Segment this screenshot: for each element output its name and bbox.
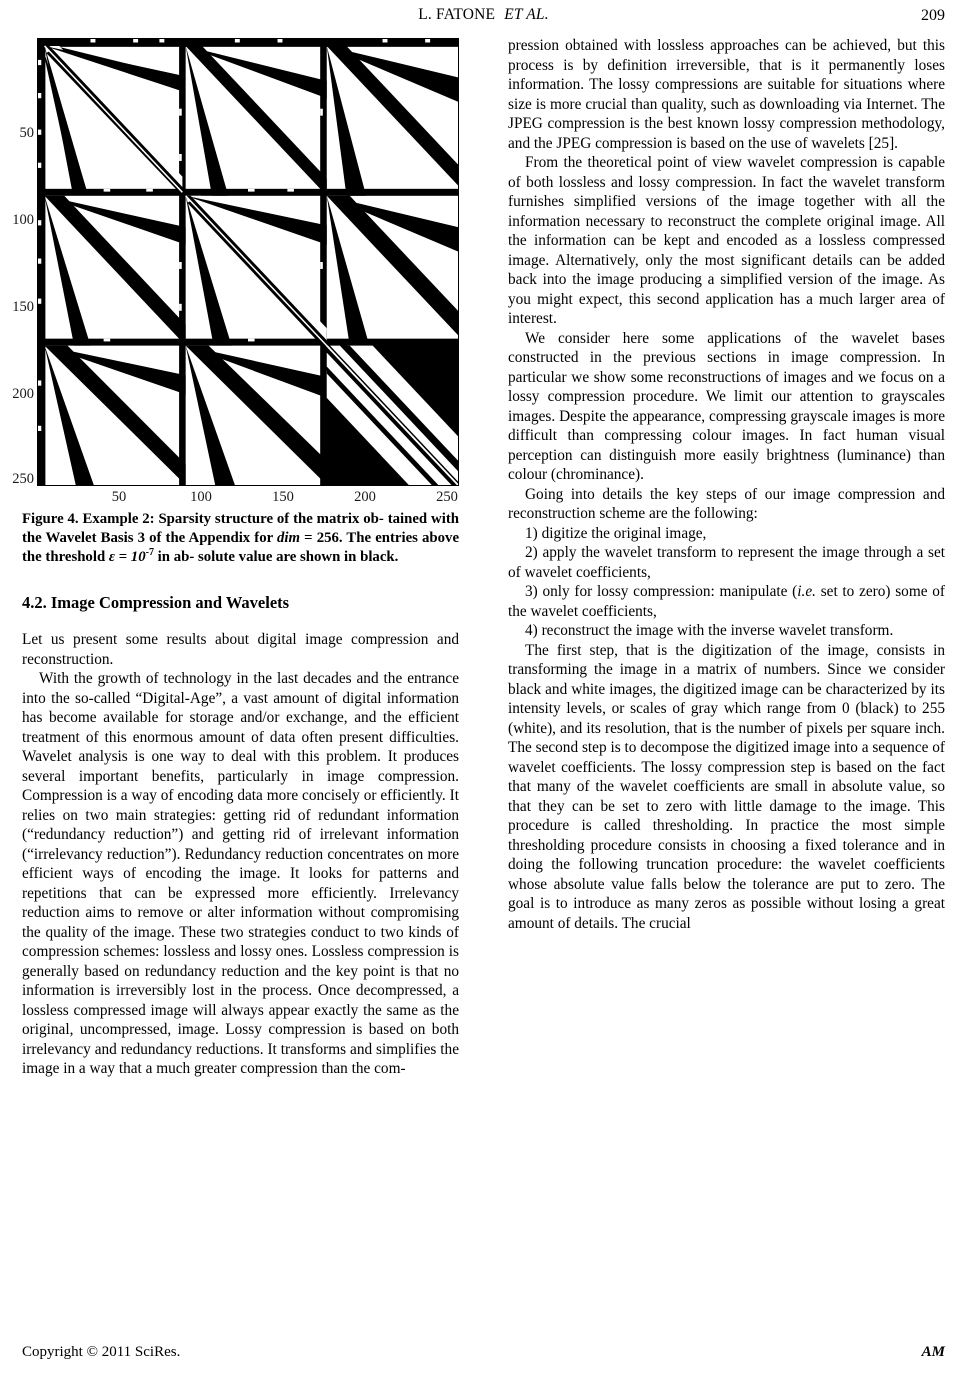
sparsity-plot — [12, 36, 459, 506]
left-column — [12, 36, 460, 1079]
y-tick-label: 250 — [12, 470, 34, 487]
list-item-step-4: 4) reconstruct the image with the inverse wavelet transform. — [525, 622, 894, 639]
paragraph: pression obtained with lossless approaches can be achieved, but this process is by definition irreversible, that is it permanently loses information. The lossy compressions are suitable for situations where size is more crucial than quality, such as downloading via Internet. The JPEG compression is the best known lossy compression methodology, and the JPEG compression is based on the use of wavelets [25]. — [508, 37, 945, 152]
figure-caption-line-4: solute value are shown in black. — [197, 549, 399, 566]
running-head — [0, 6, 967, 30]
figure-caption-dim-value: = 256 — [304, 530, 339, 547]
section-heading-4-2: 4.2. Image Compression and Wavelets — [22, 593, 290, 613]
paragraph: The first step, that is the digitization of the image, consists in transforming the image in a matrix of numbers. Since we consider black and white images, the digitized image can be characterized by its intensity levels, or scales of gray which range from 0 (black) to 255 (white), and its resolution, that is the number of pixels per square inch. The second step is to decompose the digitized image into a sequence of wavelet coefficients. The lossy compression step is based on the fact that many of the wavelet coefficients are small in absolute value, so that they can be set to zero with little damage to the image. This procedure is called thresholding. In practice the most simple thresholding procedure consists in choosing a fixed tolerance and in doing the following truncation procedure: the wavelet coefficients whose absolute value falls below the tolerance are put to zero. The goal is to introduce as many zeros as possible without losing a great amount of details. The crucial — [508, 641, 945, 932]
paragraph: We consider here some applications of the wavelet bases constructed in the previous sections in image compression. In particular we show some reconstructions of images and we focus on a lossy compression procedure. We limit our attention to grayscales images. Despite the appearance, compressing grayscale images is more difficult than compressing colour images. In fact human visual perception can distinguish more easily brightness (luminance) than colour (chrominance). — [508, 329, 945, 483]
x-tick-label: 150 — [272, 489, 294, 505]
running-head-etal: ET AL. — [504, 6, 549, 23]
x-tick-label: 100 — [190, 489, 212, 505]
paragraph: Let us present some results about digital image compression and reconstruction. — [22, 631, 459, 668]
figure-caption-dim: dim — [277, 530, 301, 547]
y-tick-label: 200 — [12, 385, 34, 402]
list-item-step-1: 1) digitize the original image, — [525, 524, 707, 542]
figure-caption-line-3c: in ab- — [157, 549, 195, 566]
running-head-title — [0, 6, 967, 24]
list-item-step-3 — [508, 582, 945, 621]
page-footer — [22, 1344, 945, 1364]
copyright-notice: Copyright © 2011 SciRes. — [22, 1344, 181, 1360]
figure-caption — [22, 510, 459, 567]
running-head-authors: L. FATONE — [418, 6, 496, 23]
figure-caption-epsilon-exponent: -7 — [145, 547, 154, 559]
step-3-pre: 3) only for lossy compression: manipulate ( — [525, 583, 798, 600]
y-tick-label: 50 — [19, 124, 34, 141]
right-column — [508, 36, 945, 933]
figure-caption-epsilon: ε = 10 — [108, 549, 146, 566]
figure-4 — [12, 36, 460, 567]
x-tick-label: 50 — [111, 489, 127, 505]
sparsity-matrix-plot-area — [37, 38, 459, 486]
figure-caption-line-1: Figure 4. Example 2: Sparsity structure of the matrix ob- — [22, 511, 384, 527]
step-3-post: set to zero) some of the wavelet coefficients, — [508, 583, 945, 620]
y-tick-label: 150 — [12, 298, 34, 315]
step-3-ie: i.e. — [797, 583, 816, 600]
list-item-step-2: 2) apply the wavelet transform to represent the image through a set of wavelet coefficients, — [508, 544, 945, 581]
x-tick-label: 250 — [436, 489, 458, 505]
figure-caption-line-3b: . The entries above the threshold — [22, 530, 460, 566]
sparsity-pattern-svg — [38, 39, 458, 485]
journal-abbreviation: AM — [921, 1344, 945, 1360]
figure-caption-line-2: tained with the Wavelet Basis 3 of the Appendix for — [22, 511, 459, 547]
y-tick-label: 100 — [12, 211, 34, 228]
paragraph: Going into details the key steps of our image compression and reconstruction scheme are the following: — [508, 485, 945, 522]
page-number: 209 — [921, 7, 945, 24]
paragraph: From the theoretical point of view wavelet compression is capable of both lossless and lossy compression. In fact the wavelet transform furnishes simplified versions of the image together with all the information necessary to reconstruct the complete original image. All the information can be kept and encoded as a lossless compressed image. Alternatively, only the most significant details can be added back into the image producing a simplified version of the image. As you might expect, this second application has a much larger area of interest. — [508, 154, 945, 327]
x-tick-label: 200 — [354, 489, 376, 505]
paragraph: With the growth of technology in the last decades and the entrance into the so-called “Digital-Age”, a vast amount of digital information has become available for storage and/or exchange, and the efficient treatment of this enormous amount of data often present difficulties. Wavelet analysis is one way to deal with this problem. It produces several important benefits, particularly in image compression. Compression is a way of encoding data more concisely or efficiently. It relies on two main strategies: getting rid of redundant information (“redundancy reduction”) and getting rid of irrelevant information (“irrelevancy reduction”). Redundancy reduction concentrates on more efficient ways of encoding the image. It looks for patterns and repetitions that can be expressed more efficiently. Irrelevancy reduction aims to remove or alter information without compromising the quality of the image. These two strategies conduct to two kinds of compression schemes: lossless and lossy ones. Lossless compression is generally based on redundancy reduction and the key point is that no information is irreversibly lost in the process. Once decompressed, a lossless compressed image will always appear exactly the same as the original, uncompressed, image. Lossy compression is based on both irrelevancy and redundancy reductions. It transforms and simplifies the image in a way that a much greater compression than the com- — [22, 670, 459, 1078]
